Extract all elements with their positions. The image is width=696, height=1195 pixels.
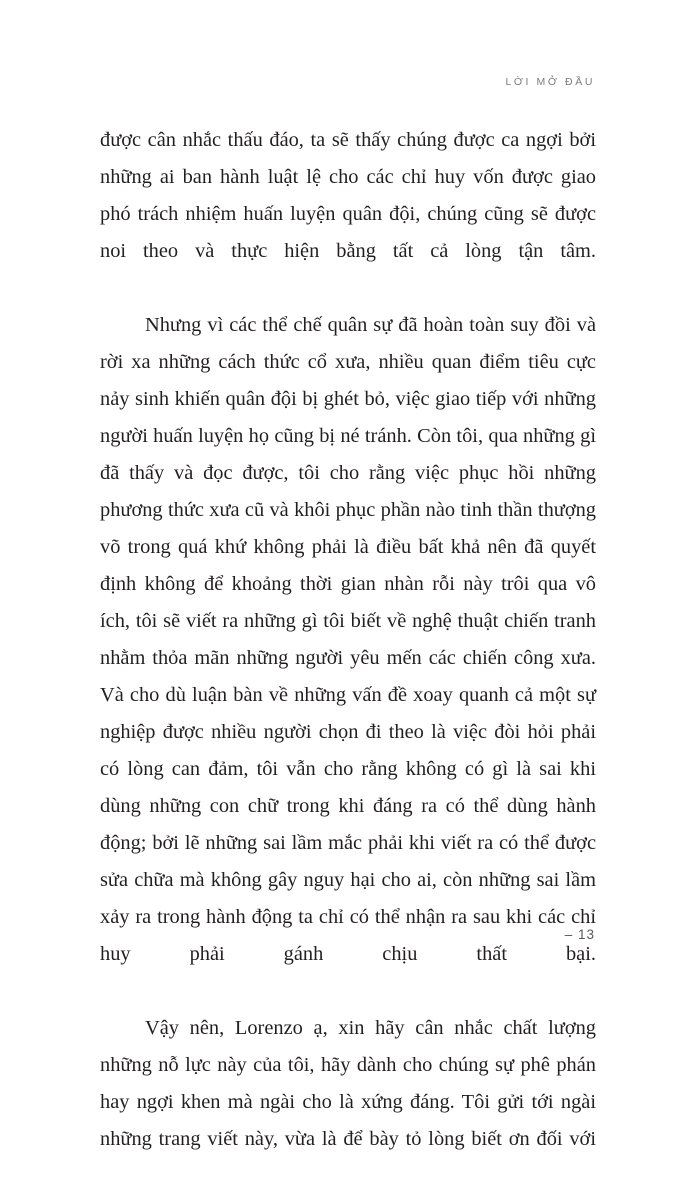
- page-number: – 13: [564, 927, 595, 942]
- running-header: LỜI MỞ ĐẦU: [505, 76, 595, 88]
- text-column: [100, 122, 596, 1195]
- body-paragraph: Vậy nên, Lorenzo ạ, xin hãy cân nhắc chất lượng những nỗ lực này của tôi, hãy dành cho chúng sự phê phán hay ngợi khen mà ngài cho là xứng đáng. Tôi gửi tới ngài những trang viết này, vừa là để bày tỏ lòng biết ơn đối với: [100, 1017, 596, 1150]
- body-paragraph: Nhưng vì các thể chế quân sự đã hoàn toàn suy đồi và rời xa những cách thức cổ xưa, nhiều quan điểm tiêu cực nảy sinh khiến quân đội bị ghét bỏ, việc giao tiếp với những người huấn luyện họ cũng bị né tránh. Còn tôi, qua những gì đã thấy và đọc được, tôi cho rằng việc phục hồi những phương thức xưa cũ và khôi phục phần nào tinh thần thượng võ trong quá khứ không phải là điều bất khả nên đã quyết định không để khoảng thời gian nhàn rỗi này trôi qua vô ích, tôi sẽ viết ra những gì tôi biết về nghệ thuật chiến tranh nhằm thỏa mãn những người yêu mến các chiến công xưa. Và cho dù luận bàn về những vấn đề xoay quanh cả một sự nghiệp được nhiều người chọn đi theo là việc đòi hỏi phải có lòng can đảm, tôi vẫn cho rằng không có gì là sai khi dùng những con chữ trong khi đáng ra có thể dùng hành động; bởi lẽ những sai lầm mắc phải khi viết ra có thể được sửa chữa mà không gây nguy hại cho ai, còn những sai lầm xảy ra trong hành động ta chỉ có thể nhận ra sau khi các chỉ huy phải gánh chịu thất bại.: [100, 314, 596, 965]
- body-paragraph: được cân nhắc thấu đáo, ta sẽ thấy chúng được ca ngợi bởi những ai ban hành luật lệ cho các chỉ huy vốn được giao phó trách nhiệm huấn luyện quân đội, chúng cũng sẽ được noi theo và thực hiện bằng tất cả lòng tận tâm.: [100, 129, 596, 262]
